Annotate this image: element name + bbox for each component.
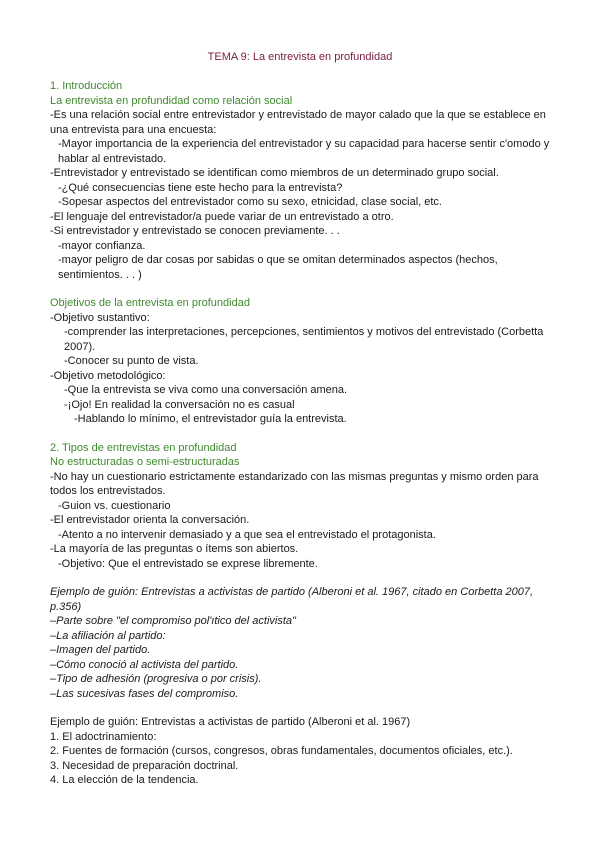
page-title: TEMA 9: La entrevista en profundidad (207, 51, 393, 63)
paragraph-line: -Objetivo metodológico: (50, 369, 166, 382)
paragraph-line: -No hay un cuestionario estrictamente estandarizado con las mismas preguntas y mismo orden para todos los entrevistados. (50, 470, 539, 497)
paragraph-line: -El entrevistador orienta la conversación. (50, 514, 250, 526)
section-1-subheading: La entrevista en profundidad como relación social (50, 94, 293, 107)
paragraph-line: -Mayor importancia de la experiencia del entrevistador y su capacidad para hacerse sentir c'omodo y hablar al entrevistado. (58, 138, 550, 165)
paragraph-line: -comprender las interpretaciones, percepciones, sentimientos y motivos del entrevistado (Corbetta 2007). (64, 326, 544, 353)
paragraph-line: -Entrevistador y entrevistado se identifican como miembros de un determinado grupo social. (50, 167, 499, 179)
section-2-subheading: No estructuradas o semi-estructuradas (50, 456, 240, 468)
paragraph-line: -mayor peligro de dar cosas por sabidas o que se omitan determinados aspectos (hechos, sentimientos. . . ) (58, 254, 498, 281)
paragraph-line: -mayor confianza. (58, 239, 146, 252)
document-body (50, 79, 555, 788)
section-1-heading: 1. Introducción (50, 80, 123, 92)
paragraph-line: -¿Qué consecuencias tiene este hecho para la entrevista? (58, 181, 343, 194)
example-plain-line: Ejemplo de guión: Entrevistas a activistas de partido (Alberoni et al. 1967) (50, 716, 411, 728)
example-italic-line: –Imagen del partido. (50, 644, 151, 656)
section-2-heading: 2. Tipos de entrevistas en profundidad (50, 441, 237, 454)
paragraph-line: -La mayoría de las preguntas o ítems son abiertos. (50, 543, 299, 555)
example-plain-line: 2. Fuentes de formación (cursos, congresos, obras fundamentales, documentos oficiales, etc.). (50, 745, 513, 757)
paragraph-line: -Es una relación social entre entrevistador y entrevistado de mayor calado que la que se establece en una entrevista para una encuesta: (50, 109, 546, 136)
paragraph-line: -El lenguaje del entrevistador/a puede variar de un entrevistado a otro. (50, 210, 394, 223)
paragraph-line: -Si entrevistador y entrevistado se conocen previamente. . . (50, 225, 340, 237)
example-italic-line: –Parte sobre "el compromiso pol'ıtico del activista" (50, 615, 296, 627)
paragraph-line: -Atento a no intervenir demasiado y a que sea el entrevistado el protagonista. (58, 528, 436, 541)
paragraph-line: -Sopesar aspectos del entrevistador como su sexo, etnicidad, clase social, etc. (58, 196, 442, 208)
example-italic-line: –Cómo conoció al activista del partido. (50, 658, 239, 671)
paragraph-line: -Conocer su punto de vista. (64, 355, 199, 367)
example-plain-line: 3. Necesidad de preparación doctrinal. (50, 759, 239, 772)
example-italic-line: –Las sucesivas fases del compromiso. (50, 687, 239, 700)
objectives-heading: Objetivos de la entrevista en profundidad (50, 297, 250, 309)
paragraph-line: -¡Ojo! En realidad la conversación no es casual (64, 398, 295, 411)
example-plain-line: 1. El adoctrinamiento: (50, 730, 157, 743)
paragraph-line: -Hablando lo mínimo, el entrevistador guía la entrevista. (74, 413, 347, 425)
example-plain-line: 4. La elección de la tendencia. (50, 774, 199, 786)
paragraph-line: -Objetivo: Que el entrevistado se exprese libremente. (58, 557, 318, 570)
paragraph-line: -Que la entrevista se viva como una conversación amena. (64, 384, 348, 396)
paragraph-line: -Guion vs. cuestionario (58, 499, 171, 512)
paragraph-line: -Objetivo sustantivo: (50, 311, 150, 324)
example-italic-line: –La afiliación al partido: (50, 629, 166, 642)
example-italic-line: Ejemplo de guión: Entrevistas a activistas de partido (Alberoni et al. 1967, citado en Corbetta 2007, p.356) (50, 586, 534, 613)
example-italic-line: –Tipo de adhesión (progresiva o por crisis). (50, 673, 262, 685)
